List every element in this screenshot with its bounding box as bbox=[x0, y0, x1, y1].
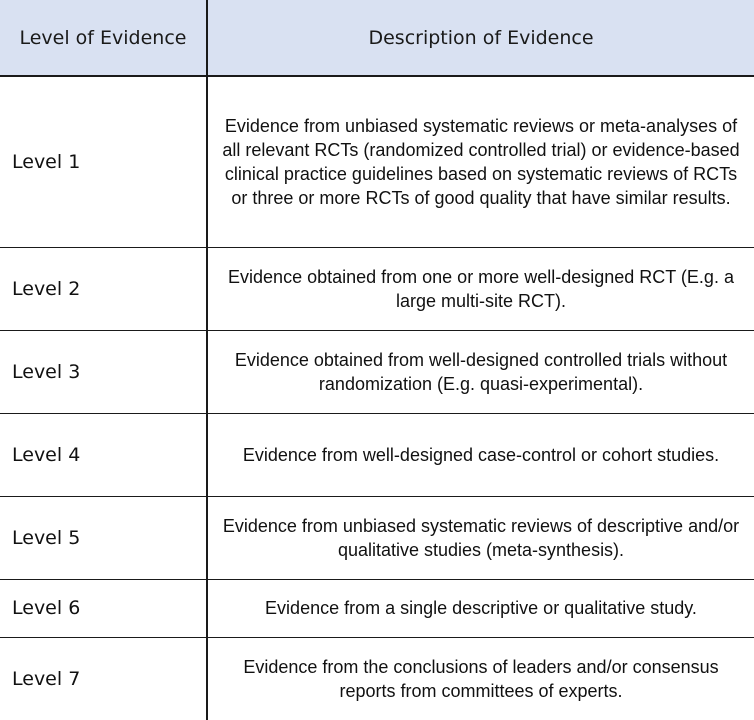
level-cell: Level 2 bbox=[0, 247, 207, 330]
level-cell: Level 7 bbox=[0, 637, 207, 720]
level-cell: Level 1 bbox=[0, 76, 207, 247]
description-cell: Evidence from unbiased systematic reviews or meta-analyses of all relevant RCTs (randomized controlled trial) or evidence-based clinical practice guidelines based on systematic reviews of RCTs or three or more RCTs of good quality that have similar results. bbox=[207, 76, 754, 247]
description-cell: Evidence from well-designed case-control or cohort studies. bbox=[207, 413, 754, 496]
table-header bbox=[0, 0, 754, 76]
level-cell: Level 3 bbox=[0, 330, 207, 413]
table-row-level-6 bbox=[0, 579, 754, 637]
table-body bbox=[0, 76, 754, 720]
level-cell: Level 6 bbox=[0, 579, 207, 637]
description-cell: Evidence obtained from well-designed controlled trials without randomization (E.g. quasi-experimental). bbox=[207, 330, 754, 413]
description-cell: Evidence from the conclusions of leaders and/or consensus reports from committees of experts. bbox=[243, 656, 719, 701]
description-column-header: Description of Evidence bbox=[207, 0, 754, 76]
table-row-level-3 bbox=[0, 330, 754, 413]
description-cell: Evidence obtained from one or more well-designed RCT (E.g. a large multi-site RCT). bbox=[207, 247, 754, 330]
table-row-level-5 bbox=[0, 496, 754, 579]
level-column-header: Level of Evidence bbox=[0, 0, 207, 76]
level-cell: Level 4 bbox=[0, 413, 207, 496]
table-row-level-2 bbox=[0, 247, 754, 330]
description-cell: Evidence from a single descriptive or qualitative study. bbox=[207, 579, 754, 637]
table-row-level-7 bbox=[0, 637, 754, 720]
table-row-level-4 bbox=[0, 413, 754, 496]
table-row-level-1 bbox=[0, 76, 754, 247]
level-cell: Level 5 bbox=[0, 496, 207, 579]
header-row bbox=[0, 0, 754, 76]
description-cell: Evidence from unbiased systematic reviews of descriptive and/or qualitative studies (meta-synthesis). bbox=[207, 496, 754, 579]
